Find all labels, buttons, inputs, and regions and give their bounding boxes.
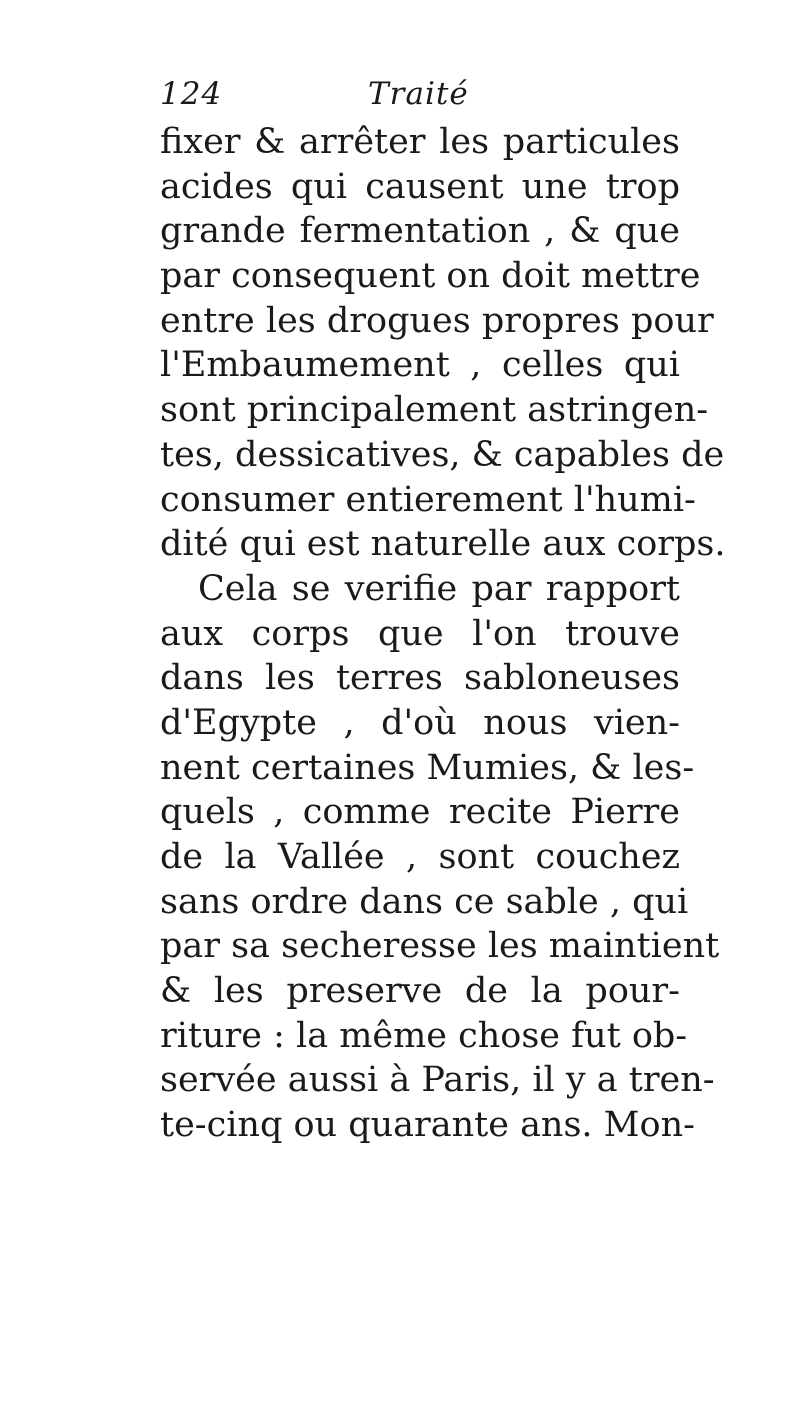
text-line: d'Egypte , d'où nous vien-	[160, 702, 680, 743]
text-line: sans ordre dans ce sable , qui	[160, 881, 689, 922]
text-line: dans les terres sabloneuses	[160, 658, 680, 699]
text-line: entre les drogues propres pour	[160, 300, 714, 341]
text-line: & les preserve de la pour-	[160, 971, 680, 1012]
text-line: tes, dessicatives, & capables de	[160, 434, 725, 475]
text-line: de la Vallée , sont couchez	[160, 837, 680, 877]
text-line: te-cinq ou quarante ans. Mon-	[160, 1105, 695, 1146]
text-line: sont principalement astringen-	[160, 390, 709, 431]
text-line: consumer entierement l'humi-	[160, 479, 696, 520]
text-line: l'Embaumement , celles qui	[160, 345, 680, 386]
text-line: acides qui causent une trop	[160, 166, 680, 207]
paragraph-start-line: Cela se verifie par rapport	[198, 568, 680, 609]
page-number: 124	[160, 76, 223, 112]
page-header	[160, 76, 690, 126]
running-title: Traité	[368, 76, 469, 112]
text-line: aux corps que l'on trouve	[160, 613, 680, 654]
body-text	[160, 120, 726, 1148]
text-line: riture : la même chose fut ob-	[160, 1015, 688, 1056]
text-line: quels , comme recite Pierre	[160, 792, 680, 833]
text-line: grande fermentation , & que	[160, 211, 680, 252]
text-line: fixer & arrêter les particules	[160, 122, 680, 162]
text-line: par sa secheresse les maintient	[160, 926, 720, 967]
text-line: dité qui est naturelle aux corps.	[160, 524, 726, 565]
text-line: nent certaines Mumies, & les-	[160, 747, 695, 788]
text-line: par consequent on doit mettre	[160, 256, 701, 297]
text-line: servée aussi à Paris, il y a tren-	[160, 1060, 715, 1101]
